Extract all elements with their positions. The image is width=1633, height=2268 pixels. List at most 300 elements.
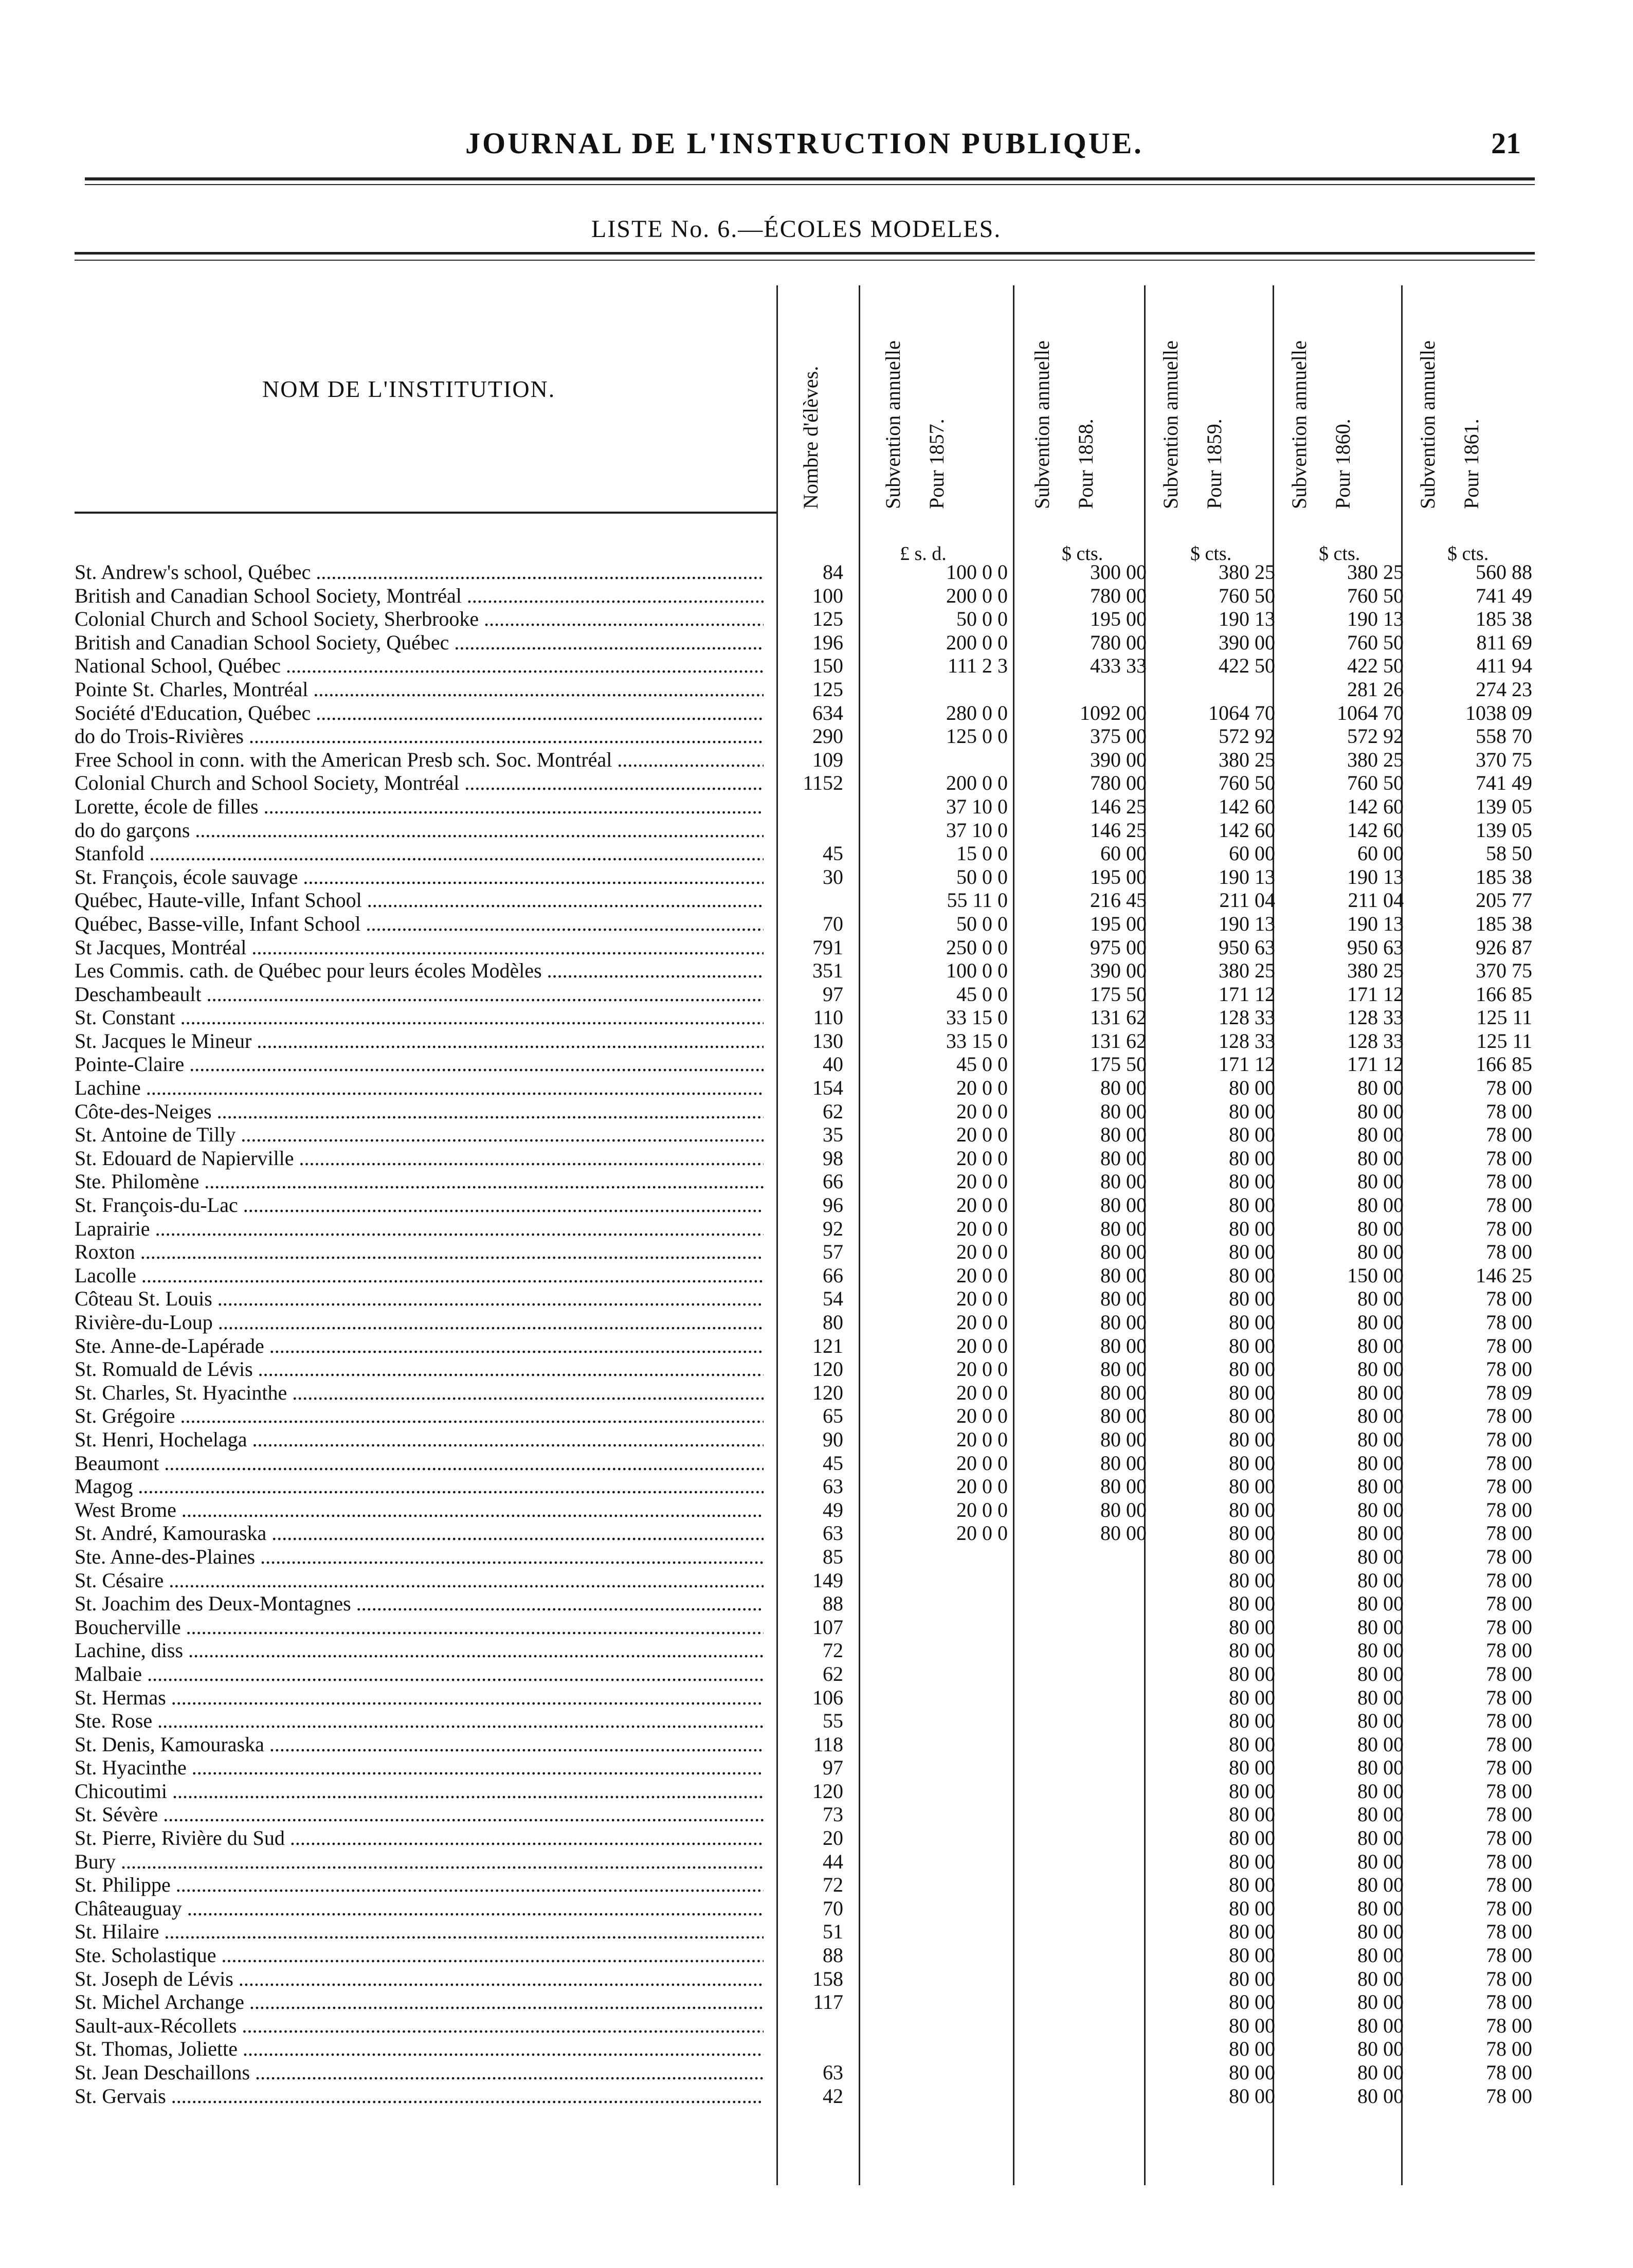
row-1859: 80 00 (1229, 1685, 1275, 1709)
row-name: St. André, Kamouraska ..... (75, 1521, 764, 1545)
row-1861: 78 00 (1486, 1146, 1532, 1170)
table-row (0, 1123, 1633, 1147)
row-1859: 80 00 (1229, 1451, 1275, 1475)
row-1861: 78 00 (1486, 1451, 1532, 1475)
subvention-label-1858: Subvention annuelle (1030, 340, 1054, 509)
row-1859: 80 00 (1229, 2037, 1275, 2061)
row-1858: 80 00 (1100, 1334, 1147, 1357)
row-1860: 190 13 (1347, 912, 1404, 935)
row-1859: 190 13 (1219, 865, 1275, 888)
table-row (0, 1357, 1633, 1381)
table-row (0, 2061, 1633, 2084)
row-name: Laprairie ..... (75, 1217, 764, 1241)
row-1860: 80 00 (1357, 1076, 1404, 1100)
row-students: 125 (812, 677, 843, 701)
row-1859: 1064 70 (1208, 701, 1275, 724)
row-1857: 100 0 0 (946, 560, 1008, 584)
row-students: 109 (812, 748, 843, 771)
table-row (0, 1311, 1633, 1334)
row-1861: 411 94 (1476, 654, 1532, 678)
row-1860: 760 50 (1347, 771, 1404, 795)
row-1860: 80 00 (1357, 1849, 1404, 1873)
row-1861: 185 38 (1476, 912, 1532, 935)
year-label-1861: Pour 1861. (1460, 419, 1483, 509)
table-row (0, 1803, 1633, 1826)
table-row (0, 584, 1633, 608)
row-1860: 80 00 (1357, 1099, 1404, 1123)
row-students: 62 (823, 1662, 843, 1685)
row-1860: 150 00 (1347, 1263, 1404, 1287)
table-row (0, 888, 1633, 912)
row-1861: 139 05 (1476, 818, 1532, 842)
row-1860: 80 00 (1357, 2061, 1404, 2084)
row-name: Lacolle ..... (75, 1264, 764, 1287)
row-name: Sault-aux-Récollets ..... (75, 2014, 764, 2038)
row-1859: 80 00 (1229, 1076, 1275, 1100)
row-students: 44 (823, 1849, 843, 1873)
row-1860: 80 00 (1357, 1287, 1404, 1311)
page-number: 21 (1491, 126, 1521, 160)
row-name: National School, Québec ..... (75, 654, 764, 678)
row-1861: 78 00 (1486, 2013, 1532, 2037)
row-1858: 80 00 (1100, 1099, 1147, 1123)
table-row (0, 936, 1633, 959)
table-row (0, 724, 1633, 748)
row-name: St. Jacques le Mineur ..... (75, 1029, 764, 1053)
row-1858: 146 25 (1090, 818, 1147, 842)
row-1858: 80 00 (1100, 1521, 1147, 1545)
row-name: Boucherville ..... (75, 1616, 764, 1639)
row-1859: 80 00 (1229, 1123, 1275, 1147)
row-1861: 78 00 (1486, 1803, 1532, 1826)
row-1860: 80 00 (1357, 2084, 1404, 2108)
row-1860: 80 00 (1357, 1662, 1404, 1685)
row-1857: 15 0 0 (956, 842, 1008, 865)
row-name: do do garçons ..... (75, 819, 764, 842)
row-students: 84 (823, 560, 843, 584)
row-1860: 80 00 (1357, 1732, 1404, 1756)
row-name: Ste. Anne-de-Lapérade ..... (75, 1334, 764, 1358)
row-name: Les Commis. cath. de Québec pour leurs écoles Modèles ..... (75, 959, 764, 983)
row-1861: 78 00 (1486, 1427, 1532, 1451)
row-students: 290 (812, 724, 843, 748)
row-1861: 78 00 (1486, 1334, 1532, 1357)
row-students: 92 (823, 1217, 843, 1240)
row-1861: 1038 09 (1465, 701, 1532, 724)
row-1859: 80 00 (1229, 1662, 1275, 1685)
row-1858: 131 62 (1090, 1006, 1147, 1029)
row-students: 63 (823, 2061, 843, 2084)
table-row (0, 1592, 1633, 1616)
row-name: Roxton ..... (75, 1240, 764, 1264)
row-1857: 37 10 0 (946, 818, 1008, 842)
row-1858: 780 00 (1090, 584, 1147, 607)
row-1861: 78 00 (1486, 2084, 1532, 2108)
row-1859: 80 00 (1229, 1990, 1275, 2014)
row-name: St. Denis, Kamouraska ..... (75, 1733, 764, 1756)
row-1858: 146 25 (1090, 794, 1147, 818)
row-1858: 80 00 (1100, 1357, 1147, 1381)
row-name: St. Césaire ..... (75, 1569, 764, 1592)
row-name: St Jacques, Montréal ..... (75, 936, 764, 959)
row-students: 196 (812, 630, 843, 654)
row-1859: 80 00 (1229, 1920, 1275, 1944)
row-1859: 380 25 (1219, 560, 1275, 584)
row-1857: 50 0 0 (956, 912, 1008, 935)
table-row (0, 1897, 1633, 1920)
year-label-1857: Pour 1857. (925, 419, 948, 509)
students-header-label: Nombre d'élèves. (799, 366, 822, 509)
row-1858: 80 00 (1100, 1381, 1147, 1404)
row-name: Stanfold ..... (75, 842, 764, 865)
row-1858: 1092 00 (1080, 701, 1147, 724)
table-row (0, 1639, 1633, 1662)
row-1861: 78 00 (1486, 1639, 1532, 1662)
row-1859: 80 00 (1229, 1287, 1275, 1311)
table-row (0, 819, 1633, 842)
row-students: 634 (812, 701, 843, 724)
row-students: 45 (823, 1451, 843, 1475)
row-students: 121 (812, 1334, 843, 1357)
row-1858: 195 00 (1090, 912, 1147, 935)
row-1857: 20 0 0 (956, 1427, 1008, 1451)
row-students: 70 (823, 912, 843, 935)
table-row (0, 1850, 1633, 1874)
table-row (0, 1451, 1633, 1475)
row-name: Pointe St. Charles, Montréal ..... (75, 678, 764, 701)
row-1859: 760 50 (1219, 771, 1275, 795)
table-row (0, 1920, 1633, 1944)
row-1861: 78 00 (1486, 1311, 1532, 1334)
row-students: 149 (812, 1568, 843, 1592)
row-1860: 80 00 (1357, 1521, 1404, 1545)
row-1857: 20 0 0 (956, 1217, 1008, 1240)
row-1861: 274 23 (1476, 677, 1532, 701)
row-1857: 125 0 0 (946, 724, 1008, 748)
row-1860: 80 00 (1357, 1498, 1404, 1521)
row-name: St. Antoine de Tilly ..... (75, 1123, 764, 1147)
row-name: West Brome ..... (75, 1498, 764, 1522)
table-row (0, 1029, 1633, 1053)
row-1859: 572 92 (1219, 724, 1275, 748)
row-1860: 60 00 (1357, 842, 1404, 865)
table-row (0, 1756, 1633, 1780)
row-1861: 78 09 (1486, 1381, 1532, 1404)
row-1860: 281 26 (1347, 677, 1404, 701)
row-1860: 80 00 (1357, 1451, 1404, 1475)
row-1859: 80 00 (1229, 1803, 1275, 1826)
row-1860: 142 60 (1347, 794, 1404, 818)
row-1861: 78 00 (1486, 1568, 1532, 1592)
row-students: 120 (812, 1357, 843, 1381)
row-name: St. Joseph de Lévis ..... (75, 1967, 764, 1991)
row-students: 63 (823, 1475, 843, 1498)
row-name: British and Canadian School Society, Montréal ..... (75, 584, 764, 608)
row-1861: 166 85 (1476, 1053, 1532, 1076)
year-label-1859: Pour 1859. (1203, 419, 1226, 509)
row-students: 80 (823, 1311, 843, 1334)
row-students: 88 (823, 1592, 843, 1616)
table-row (0, 795, 1633, 819)
row-1858: 80 00 (1100, 1287, 1147, 1311)
row-1857: 200 0 0 (946, 630, 1008, 654)
row-1861: 811 69 (1476, 630, 1532, 654)
row-name: Free School in conn. with the American Presb sch. Soc. Montréal ..... (75, 748, 764, 772)
table-row (0, 1053, 1633, 1076)
row-1858: 80 00 (1100, 1451, 1147, 1475)
row-1859: 422 50 (1219, 654, 1275, 678)
row-1857: 200 0 0 (946, 771, 1008, 795)
page-header (0, 126, 1633, 172)
row-students: 55 (823, 1709, 843, 1733)
row-name: St. Hermas ..... (75, 1686, 764, 1710)
row-students: 110 (813, 1006, 843, 1029)
row-1861: 78 00 (1486, 1475, 1532, 1498)
row-name: Deschambeault ..... (75, 983, 764, 1006)
row-name: Québec, Haute-ville, Infant School ..... (75, 888, 764, 912)
row-1858: 80 00 (1100, 1427, 1147, 1451)
row-1857: 55 11 0 (947, 888, 1008, 912)
table-row (0, 1616, 1633, 1639)
row-1860: 572 92 (1347, 724, 1404, 748)
row-name: St. Jean Deschaillons ..... (75, 2061, 764, 2084)
row-1859: 80 00 (1229, 1639, 1275, 1662)
table-row (0, 771, 1633, 795)
row-1861: 78 00 (1486, 1756, 1532, 1780)
row-1861: 78 00 (1486, 1967, 1532, 1990)
row-students: 1152 (803, 771, 843, 795)
row-1861: 78 00 (1486, 1685, 1532, 1709)
table-row (0, 1100, 1633, 1123)
row-1861: 370 75 (1476, 748, 1532, 771)
row-1861: 78 00 (1486, 1240, 1532, 1264)
row-1858: 131 62 (1090, 1029, 1147, 1053)
table-row (0, 1240, 1633, 1264)
row-name: St. Grégoire ..... (75, 1404, 764, 1428)
table-row (0, 1217, 1633, 1241)
row-students: 90 (823, 1427, 843, 1451)
row-1860: 211 04 (1348, 888, 1404, 912)
table-row (0, 959, 1633, 983)
row-1861: 78 00 (1486, 1779, 1532, 1803)
row-name: St. Hilaire ..... (75, 1920, 764, 1944)
row-students: 120 (812, 1779, 843, 1803)
row-1859: 80 00 (1229, 1545, 1275, 1568)
row-1859: 128 33 (1219, 1029, 1275, 1053)
table-row (0, 1826, 1633, 1850)
row-1858: 175 50 (1090, 1053, 1147, 1076)
row-students: 85 (823, 1545, 843, 1568)
row-name: Société d'Education, Québec ..... (75, 701, 764, 725)
row-name: St. Henri, Hochelaga ..... (75, 1428, 764, 1451)
row-1861: 78 00 (1486, 1099, 1532, 1123)
year-label-1858: Pour 1858. (1074, 419, 1097, 509)
row-name: St. François, école sauvage ..... (75, 865, 764, 889)
row-1859: 80 00 (1229, 1334, 1275, 1357)
row-students: 40 (823, 1053, 843, 1076)
row-name: St. Thomas, Joliette ..... (75, 2037, 764, 2061)
row-students: 65 (823, 1404, 843, 1428)
row-students: 88 (823, 1944, 843, 1967)
row-1859: 80 00 (1229, 1170, 1275, 1193)
row-1858: 80 00 (1100, 1263, 1147, 1287)
row-name: Malbaie ..... (75, 1662, 764, 1686)
row-1861: 78 00 (1486, 1521, 1532, 1545)
row-1857: 20 0 0 (956, 1193, 1008, 1217)
table-row (0, 1428, 1633, 1451)
column-header-1861 (1409, 288, 1532, 509)
row-1861: 166 85 (1476, 982, 1532, 1006)
row-students: 70 (823, 1896, 843, 1920)
row-1860: 80 00 (1357, 1826, 1404, 1850)
row-name: British and Canadian School Society, Québec ..... (75, 631, 764, 655)
row-students: 57 (823, 1240, 843, 1264)
table-top-rule-thin (75, 260, 1535, 261)
row-1859: 80 00 (1229, 1193, 1275, 1217)
row-1860: 80 00 (1357, 1920, 1404, 1944)
row-students: 154 (812, 1076, 843, 1100)
header-bottom-rule (75, 512, 776, 514)
row-1857: 20 0 0 (956, 1263, 1008, 1287)
row-1860: 380 25 (1347, 959, 1404, 983)
row-1860: 80 00 (1357, 1404, 1404, 1428)
table-row (0, 1404, 1633, 1428)
table-row (0, 912, 1633, 936)
row-1859: 80 00 (1229, 1826, 1275, 1850)
row-1861: 78 00 (1486, 1615, 1532, 1639)
row-1857: 20 0 0 (956, 1099, 1008, 1123)
row-1860: 80 00 (1357, 1311, 1404, 1334)
column-header-1857 (874, 288, 997, 509)
row-1859: 80 00 (1229, 1873, 1275, 1897)
row-1860: 80 00 (1357, 1756, 1404, 1780)
row-1859: 80 00 (1229, 1732, 1275, 1756)
row-1859: 142 60 (1219, 818, 1275, 842)
row-1859: 80 00 (1229, 1475, 1275, 1498)
row-students: 106 (812, 1685, 843, 1709)
row-1857: 20 0 0 (956, 1404, 1008, 1428)
row-1859: 171 12 (1219, 1053, 1275, 1076)
table-row (0, 1287, 1633, 1311)
row-name: St. Gervais ..... (75, 2084, 764, 2108)
row-1859: 80 00 (1229, 1240, 1275, 1264)
table-row (0, 748, 1633, 772)
row-name: Colonial Church and School Society, Sherbrooke ..... (75, 607, 764, 631)
units-1861: $ cts. (1447, 543, 1489, 565)
row-name: Côte-des-Neiges ..... (75, 1100, 764, 1123)
row-1859: 80 00 (1229, 1263, 1275, 1287)
row-1859: 128 33 (1219, 1006, 1275, 1029)
row-name: Ste. Rose ..... (75, 1709, 764, 1733)
row-students: 118 (813, 1732, 843, 1756)
row-1860: 80 00 (1357, 1803, 1404, 1826)
row-1861: 78 00 (1486, 2061, 1532, 2084)
row-1860: 80 00 (1357, 2013, 1404, 2037)
row-1860: 80 00 (1357, 1475, 1404, 1498)
row-1860: 80 00 (1357, 1873, 1404, 1897)
row-name: St. Hyacinthe ..... (75, 1756, 764, 1780)
row-name: St. Philippe ..... (75, 1873, 764, 1897)
row-1857: 200 0 0 (946, 584, 1008, 607)
row-1860: 128 33 (1347, 1029, 1404, 1053)
row-name: Lorette, école de filles ..... (75, 795, 764, 819)
row-1860: 80 00 (1357, 1709, 1404, 1733)
row-1861: 78 00 (1486, 1732, 1532, 1756)
table-row (0, 983, 1633, 1006)
row-1861: 146 25 (1476, 1263, 1532, 1287)
row-1858: 975 00 (1090, 935, 1147, 959)
row-students: 66 (823, 1263, 843, 1287)
row-1859: 80 00 (1229, 1967, 1275, 1990)
row-1859: 80 00 (1229, 1944, 1275, 1967)
table-row (0, 1990, 1633, 2014)
row-1861: 78 00 (1486, 1826, 1532, 1850)
row-1857: 100 0 0 (946, 959, 1008, 983)
row-students: 42 (823, 2084, 843, 2108)
row-1857: 280 0 0 (946, 701, 1008, 724)
row-1859: 380 25 (1219, 959, 1275, 983)
table-row (0, 631, 1633, 655)
header-rule-thin (85, 184, 1535, 185)
row-students: 72 (823, 1639, 843, 1662)
row-1858: 390 00 (1090, 748, 1147, 771)
row-name: St. Pierre, Rivière du Sud ..... (75, 1826, 764, 1850)
row-1861: 78 00 (1486, 1592, 1532, 1616)
row-1860: 80 00 (1357, 1639, 1404, 1662)
row-name: St. Sévère ..... (75, 1803, 764, 1826)
row-1859: 80 00 (1229, 1709, 1275, 1733)
table-row (0, 1780, 1633, 1803)
header-rule-thick (85, 177, 1535, 180)
table-row (0, 678, 1633, 701)
row-1858: 80 00 (1100, 1076, 1147, 1100)
table-row (0, 865, 1633, 889)
row-name: Lachine, diss ..... (75, 1639, 764, 1662)
row-1859: 390 00 (1219, 630, 1275, 654)
table-row (0, 1967, 1633, 1991)
row-1861: 926 87 (1476, 935, 1532, 959)
row-students: 130 (812, 1029, 843, 1053)
row-1860: 80 00 (1357, 1381, 1404, 1404)
row-1858: 80 00 (1100, 1311, 1147, 1334)
row-1859: 80 00 (1229, 1756, 1275, 1780)
row-1861: 78 00 (1486, 2037, 1532, 2061)
table-row (0, 560, 1633, 584)
row-1859: 80 00 (1229, 2061, 1275, 2084)
row-1860: 422 50 (1347, 654, 1404, 678)
row-1859: 171 12 (1219, 982, 1275, 1006)
row-1861: 78 00 (1486, 1404, 1532, 1428)
row-1861: 185 38 (1476, 865, 1532, 888)
row-1859: 142 60 (1219, 794, 1275, 818)
row-1860: 760 50 (1347, 584, 1404, 607)
row-name: do do Trois-Rivières ..... (75, 724, 764, 748)
units-1857: £ s. d. (900, 543, 947, 565)
year-label-1860: Pour 1860. (1331, 419, 1354, 509)
row-name: St. François-du-Lac ..... (75, 1193, 764, 1217)
row-1858: 80 00 (1100, 1123, 1147, 1147)
row-1859: 760 50 (1219, 584, 1275, 607)
journal-title: JOURNAL DE L'INSTRUCTION PUBLIQUE. (465, 126, 1144, 160)
row-1858: 80 00 (1100, 1170, 1147, 1193)
row-1858: 300 00 (1090, 560, 1147, 584)
row-1859: 190 13 (1219, 912, 1275, 935)
row-students: 73 (823, 1803, 843, 1826)
row-1857: 37 10 0 (946, 794, 1008, 818)
row-1857: 20 0 0 (956, 1381, 1008, 1404)
table-row (0, 1733, 1633, 1756)
row-1860: 80 00 (1357, 1685, 1404, 1709)
